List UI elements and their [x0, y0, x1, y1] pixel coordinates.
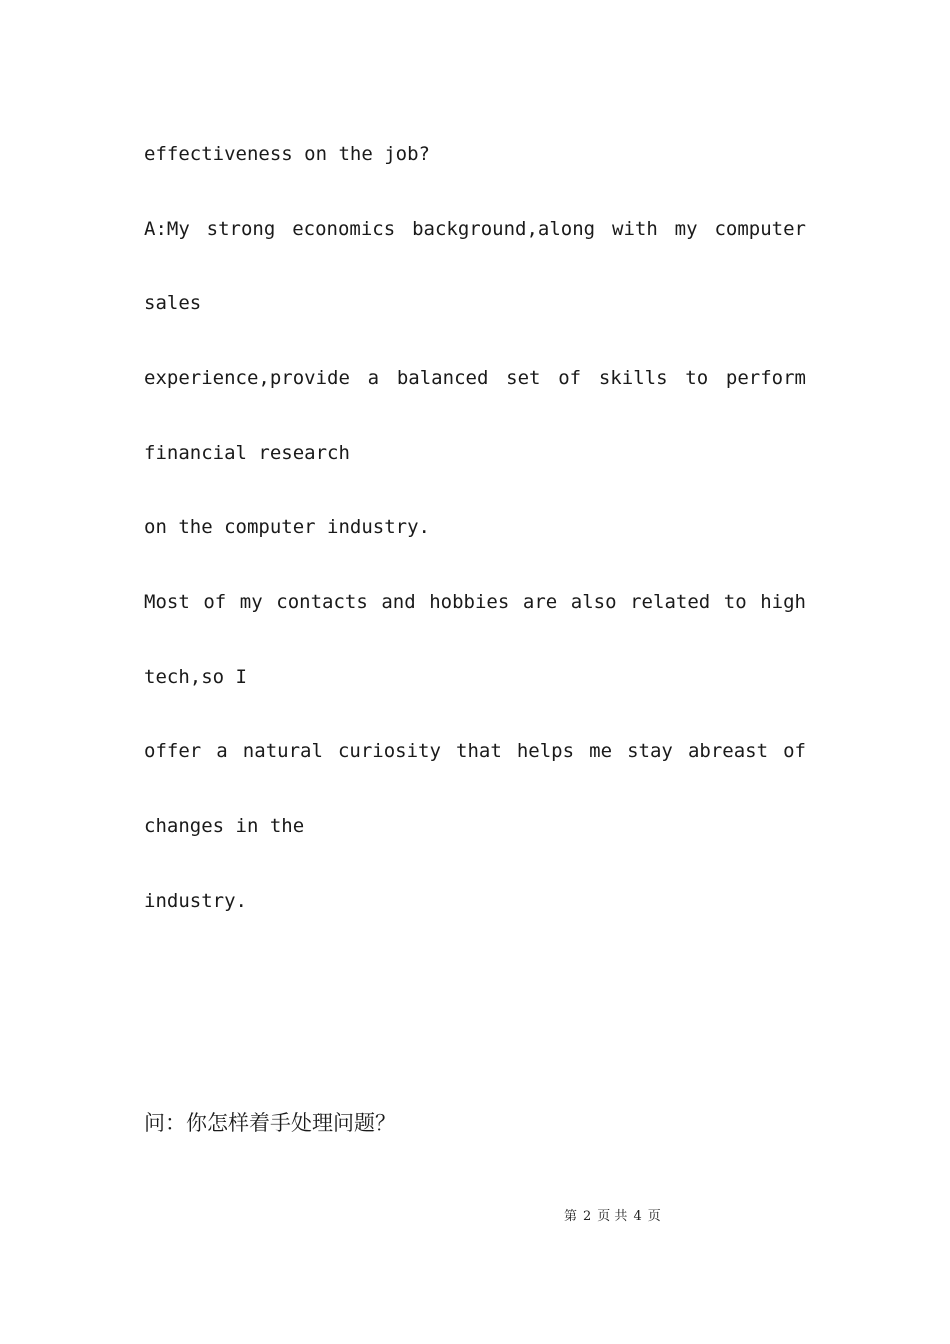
text-line: changes in the	[144, 815, 305, 837]
page-footer	[564, 1208, 667, 1226]
text-line: sales	[144, 292, 202, 314]
footer-prefix: 第	[564, 1209, 578, 1224]
footer-total-pages: 4	[633, 1209, 642, 1224]
text-line: effectiveness on the job?	[144, 143, 430, 165]
text-line: experience,provide a balanced set of skills to perform	[144, 367, 806, 389]
text-line: industry.	[144, 890, 247, 912]
footer-suffix: 页	[647, 1209, 661, 1224]
footer-page-number: 2	[583, 1209, 592, 1224]
footer-mid: 页 共	[597, 1209, 628, 1224]
text-line: A:My strong economics background,along with my computer	[144, 218, 806, 240]
text-line: Most of my contacts and hobbies are also related to high	[144, 591, 806, 613]
text-line: offer a natural curiosity that helps me stay abreast of	[144, 740, 806, 762]
text-line: tech,so I	[144, 666, 247, 688]
question-heading: 问：你怎样着手处理问题？	[144, 1111, 396, 1135]
text-line: on the computer industry.	[144, 516, 430, 538]
text-line: financial research	[144, 442, 350, 464]
